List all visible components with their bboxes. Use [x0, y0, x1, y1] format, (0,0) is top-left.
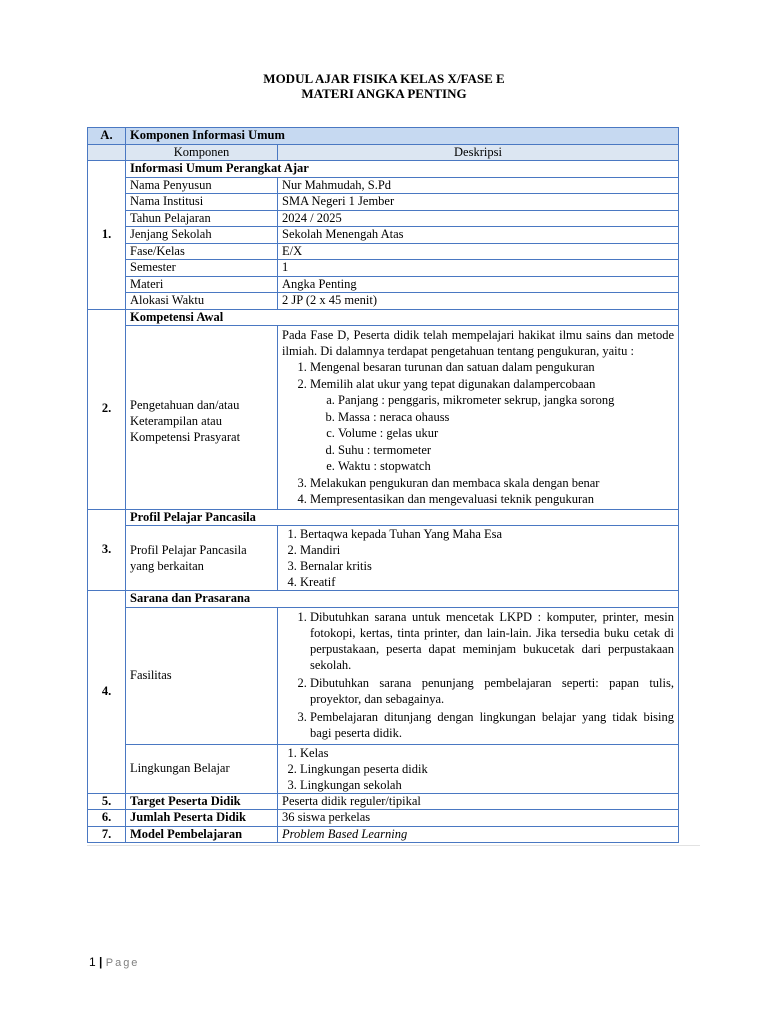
- section-7-row: [88, 826, 679, 843]
- label-line: Kompetensi Prasyarat: [130, 430, 241, 445]
- list-item: d. Suhu : termometer: [338, 442, 674, 459]
- row-label: [126, 526, 278, 591]
- section-title: Kompetensi Awal: [126, 309, 679, 326]
- section-number: 1.: [88, 161, 126, 310]
- instrument-list: [310, 392, 674, 475]
- page-separator: |: [99, 955, 103, 969]
- section-number: 2.: [88, 309, 126, 509]
- column-header-row: [88, 144, 679, 161]
- row-value: 2 JP (2 x 45 menit): [278, 293, 679, 310]
- list-item: c. Volume : gelas ukur: [338, 425, 674, 442]
- row-value: SMA Negeri 1 Jember: [278, 194, 679, 211]
- section-title: Komponen Informasi Umum: [126, 128, 679, 145]
- row-value: Sekolah Menengah Atas: [278, 227, 679, 244]
- row-value: [278, 744, 679, 793]
- table-row: [88, 526, 679, 591]
- section-5-row: [88, 793, 679, 810]
- document-title: MODUL AJAR FISIKA KELAS X/FASE E: [263, 71, 505, 86]
- row-label: Semester: [126, 260, 278, 277]
- section-title: Informasi Umum Perangkat Ajar: [126, 161, 679, 178]
- row-label: Fasilitas: [126, 607, 278, 744]
- row-label: Alokasi Waktu: [126, 293, 278, 310]
- row-label: [126, 326, 278, 510]
- section-number: 7.: [88, 826, 126, 843]
- list-item: 4. Mempresentasikan dan mengevaluasi teknik pengukuran: [310, 491, 674, 508]
- row-label: Materi: [126, 276, 278, 293]
- environment-list: [282, 745, 674, 793]
- list-item: 2. Lingkungan peserta didik: [300, 761, 674, 777]
- list-item: 3. Bernalar kritis: [300, 558, 674, 574]
- table-row: [88, 744, 679, 793]
- section-title: Profil Pelajar Pancasila: [126, 509, 679, 526]
- row-value: 2024 / 2025: [278, 210, 679, 227]
- label-line: Pengetahuan dan/atau: [130, 398, 240, 413]
- page-number: 1: [89, 955, 96, 969]
- table-row: [88, 210, 679, 227]
- list-item: [310, 376, 674, 475]
- row-label: Lingkungan Belajar: [126, 744, 278, 793]
- section-number: 5.: [88, 793, 126, 810]
- section-6-row: [88, 810, 679, 827]
- row-value: Angka Penting: [278, 276, 679, 293]
- section-3-header: [88, 509, 679, 526]
- module-table: [87, 127, 679, 843]
- page-word: Page: [105, 957, 140, 969]
- empty-cell: [88, 144, 126, 161]
- section-1-header: [88, 161, 679, 178]
- list-item: 3. Lingkungan sekolah: [300, 777, 674, 793]
- profile-list: [282, 526, 674, 590]
- list-item: 4. Kreatif: [300, 574, 674, 590]
- table-row: [88, 326, 679, 510]
- list-item: 2. Dibutuhkan sarana penunjang pembelajaran seperti: papan tulis, proyektor, dan sebagainya.: [310, 675, 674, 707]
- row-value: 36 siswa perkelas: [278, 810, 679, 827]
- row-value: Problem Based Learning: [278, 826, 679, 843]
- intro-paragraph: Pada Fase D, Peserta didik telah mempelajari hakikat ilmu sains dan metode ilmiah. Di dalamnya terdapat pengetahuan tentang pengukuran, yaitu :: [282, 328, 674, 358]
- list-item: 1. Kelas: [300, 745, 674, 761]
- list-item: a. Panjang : penggaris, mikrometer sekrup, jangka sorong: [338, 392, 674, 409]
- section-number: 4.: [88, 591, 126, 794]
- row-label: Nama Institusi: [126, 194, 278, 211]
- section-title: Sarana dan Prasarana: [126, 591, 679, 608]
- section-number: 6.: [88, 810, 126, 827]
- list-item-text: Memilih alat ukur yang tepat digunakan dalampercobaan: [310, 376, 596, 391]
- row-value: [278, 526, 679, 591]
- row-label: Fase/Kelas: [126, 243, 278, 260]
- row-value: Peserta didik reguler/tipikal: [278, 793, 679, 810]
- table-row: [88, 243, 679, 260]
- table-row: [88, 260, 679, 277]
- document-subtitle: MATERI ANGKA PENTING: [301, 86, 467, 101]
- label-line: Keterampilan atau: [130, 414, 222, 429]
- list-item: 1. Mengenal besaran turunan dan satuan dalam pengukuran: [310, 359, 674, 376]
- table-row: [88, 227, 679, 244]
- facility-list: [282, 609, 674, 741]
- section-number: 3.: [88, 509, 126, 591]
- list-item: b. Massa : neraca ohauss: [338, 409, 674, 426]
- table-row: [88, 177, 679, 194]
- label-line: yang berkaitan: [130, 559, 204, 573]
- row-value: [278, 326, 679, 510]
- row-value: [278, 607, 679, 744]
- list-item: 3. Pembelajaran ditunjang dengan lingkungan belajar yang tidak bising bagi peserta didik.: [310, 709, 674, 741]
- list-item: 1. Bertaqwa kepada Tuhan Yang Maha Esa: [300, 526, 674, 542]
- row-label: Jenjang Sekolah: [126, 227, 278, 244]
- list-item: 3. Melakukan pengukuran dan membaca skala dengan benar: [310, 475, 674, 492]
- list-item: 1. Dibutuhkan sarana untuk mencetak LKPD : komputer, printer, mesin fotokopi, kertas, tinta printer, dan lain-lain. Jika tersedia buku cetak di perpustakaan, peserta dapat meminjam bukucetak dari perpustakaan sekolah.: [310, 609, 674, 673]
- table-row: [88, 276, 679, 293]
- row-label: Tahun Pelajaran: [126, 210, 278, 227]
- label-line: Profil Pelajar Pancasila: [130, 543, 247, 557]
- column-header-komponen: Komponen: [126, 144, 278, 161]
- page-footer: [89, 955, 139, 969]
- row-value: Nur Mahmudah, S.Pd: [278, 177, 679, 194]
- table-row: [88, 293, 679, 310]
- table-row: [88, 194, 679, 211]
- row-label: Model Pembelajaran: [126, 826, 278, 843]
- section-2-header: [88, 309, 679, 326]
- row-label: Target Peserta Didik: [126, 793, 278, 810]
- section-number: A.: [88, 128, 126, 145]
- footer-divider: [87, 845, 700, 846]
- section-a-row: [88, 128, 679, 145]
- list-item: e. Waktu : stopwatch: [338, 458, 674, 475]
- row-label: Jumlah Peserta Didik: [126, 810, 278, 827]
- prerequisite-list: [282, 359, 674, 508]
- table-row: [88, 607, 679, 744]
- row-label: Nama Penyusun: [126, 177, 278, 194]
- list-item: 2. Mandiri: [300, 542, 674, 558]
- row-value: 1: [278, 260, 679, 277]
- row-value: E/X: [278, 243, 679, 260]
- column-header-deskripsi: Deskripsi: [278, 144, 679, 161]
- section-4-header: [88, 591, 679, 608]
